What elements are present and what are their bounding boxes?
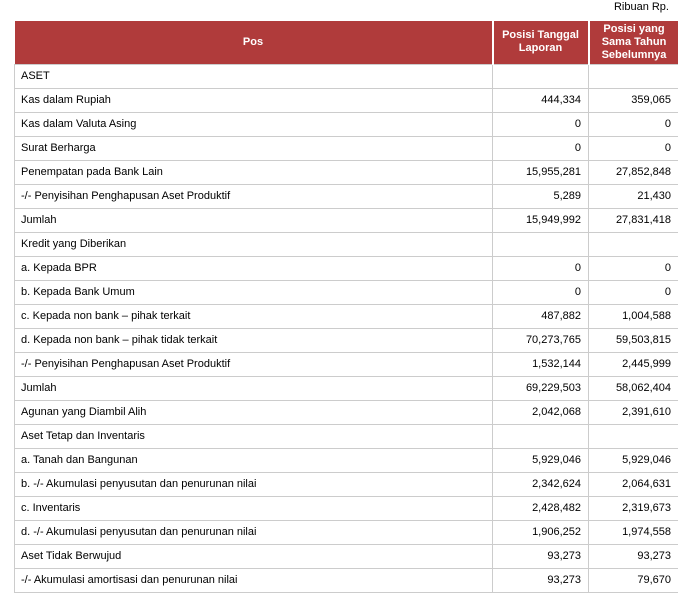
value-current-cell: 444,334 [493,88,589,112]
value-prior-cell: 1,974,558 [589,520,678,544]
pos-cell: d. -/- Akumulasi penyusutan dan penurunan nilai [15,520,493,544]
pos-cell: b. Kepada Bank Umum [15,280,493,304]
table-row [15,328,678,352]
table-row [15,568,678,592]
value-prior-cell: 2,391,610 [589,400,678,424]
value-prior-cell [589,424,678,448]
value-prior-cell: 27,852,848 [589,160,678,184]
pos-cell: -/- Akumulasi amortisasi dan penurunan nilai [15,568,493,592]
table-row [15,184,678,208]
value-prior-cell: 2,064,631 [589,472,678,496]
value-current-cell: 2,342,624 [493,472,589,496]
value-current-cell: 5,929,046 [493,448,589,472]
value-prior-cell: 21,430 [589,184,678,208]
value-prior-cell: 59,503,815 [589,328,678,352]
pos-cell: -/- Penyisihan Penghapusan Aset Produktif [15,184,493,208]
value-current-cell: 15,955,281 [493,160,589,184]
pos-cell: Aset Tidak Berwujud [15,544,493,568]
pos-cell: a. Kepada BPR [15,256,493,280]
pos-cell: Agunan yang Diambil Alih [15,400,493,424]
table-row [15,160,678,184]
table-row [15,400,678,424]
table-row [15,520,678,544]
pos-cell: c. Inventaris [15,496,493,520]
value-current-cell: 93,273 [493,544,589,568]
value-current-cell: 0 [493,112,589,136]
value-current-cell: 0 [493,256,589,280]
value-current-cell [493,64,589,88]
pos-cell: c. Kepada non bank – pihak terkait [15,304,493,328]
value-prior-cell: 0 [589,112,678,136]
pos-cell: Jumlah [15,376,493,400]
pos-cell: a. Tanah dan Bangunan [15,448,493,472]
value-current-cell: 0 [493,136,589,160]
pos-cell: -/- Penyisihan Penghapusan Aset Produktif [15,352,493,376]
pos-cell: Surat Berharga [15,136,493,160]
value-prior-cell [589,64,678,88]
value-current-cell [493,424,589,448]
table-row [15,112,678,136]
table-header [15,21,678,64]
table-row [15,304,678,328]
value-current-cell: 70,273,765 [493,328,589,352]
table-row [15,472,678,496]
value-prior-cell: 0 [589,136,678,160]
value-prior-cell: 0 [589,280,678,304]
table-row [15,64,678,88]
pos-cell: ASET [15,64,493,88]
value-prior-cell: 79,670 [589,568,678,592]
value-prior-cell: 359,065 [589,88,678,112]
table-row [15,232,678,256]
table-row [15,448,678,472]
value-prior-cell: 58,062,404 [589,376,678,400]
pos-cell: Kas dalam Rupiah [15,88,493,112]
value-prior-cell: 1,004,588 [589,304,678,328]
table-row [15,88,678,112]
value-current-cell: 2,428,482 [493,496,589,520]
table-row [15,424,678,448]
column-header-posisi-tanggal-laporan: Posisi Tanggal Laporan [493,21,589,64]
value-current-cell: 1,532,144 [493,352,589,376]
pos-cell: Aset Tetap dan Inventaris [15,424,493,448]
value-prior-cell: 5,929,046 [589,448,678,472]
pos-cell: Kredit yang Diberikan [15,232,493,256]
table-body [15,64,678,592]
value-prior-cell: 0 [589,256,678,280]
value-prior-cell: 2,445,999 [589,352,678,376]
financial-report-table [14,21,678,593]
column-header-posisi-tahun-sebelumnya: Posisi yang Sama Tahun Sebelumnya [589,21,678,64]
pos-cell: b. -/- Akumulasi penyusutan dan penurunan nilai [15,472,493,496]
value-current-cell: 0 [493,280,589,304]
value-current-cell: 93,273 [493,568,589,592]
value-current-cell: 487,882 [493,304,589,328]
value-prior-cell: 27,831,418 [589,208,678,232]
value-current-cell: 5,289 [493,184,589,208]
value-current-cell: 1,906,252 [493,520,589,544]
value-prior-cell: 2,319,673 [589,496,678,520]
value-prior-cell [589,232,678,256]
unit-label: Ribuan Rp. [614,1,669,13]
table-row [15,208,678,232]
header-row [15,21,678,64]
column-header-pos: Pos [15,21,493,64]
value-current-cell [493,232,589,256]
pos-cell: Penempatan pada Bank Lain [15,160,493,184]
table-row [15,496,678,520]
value-current-cell: 69,229,503 [493,376,589,400]
table-row [15,136,678,160]
table-row [15,256,678,280]
pos-cell: d. Kepada non bank – pihak tidak terkait [15,328,493,352]
value-current-cell: 15,949,992 [493,208,589,232]
value-current-cell: 2,042,068 [493,400,589,424]
table-row [15,544,678,568]
table-row [15,280,678,304]
pos-cell: Kas dalam Valuta Asing [15,112,493,136]
pos-cell: Jumlah [15,208,493,232]
value-prior-cell: 93,273 [589,544,678,568]
table-row [15,352,678,376]
table-row [15,376,678,400]
